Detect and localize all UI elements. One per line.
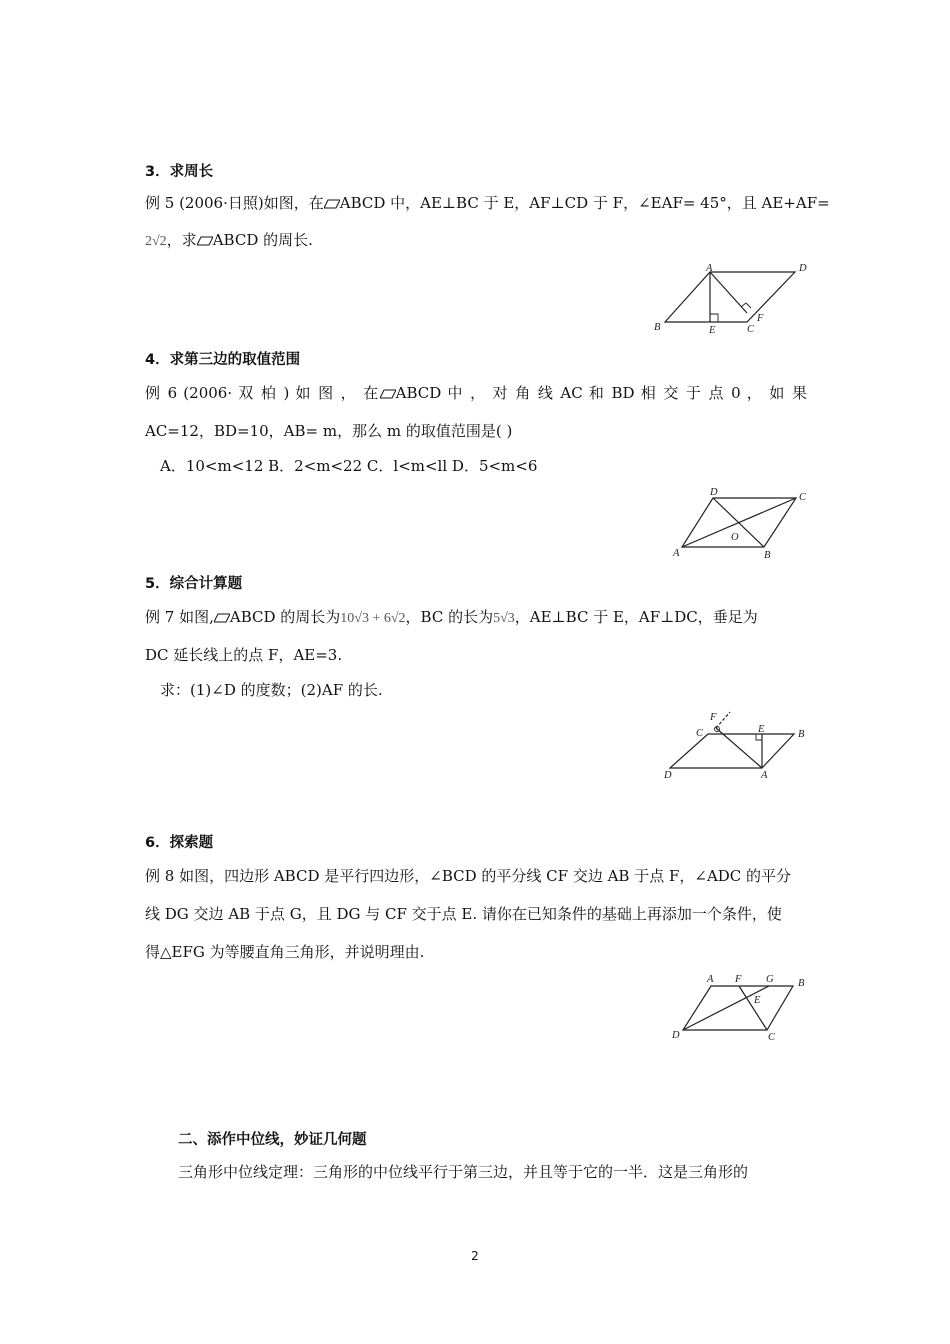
section-6-heading: 6．探索题 (145, 835, 214, 851)
example-5-line-1 (145, 193, 830, 213)
ex7-text-d: ，AE⊥BC 于 E，AF⊥DC，垂足为 (514, 608, 758, 626)
example-8-line-3: 得△EFG 为等腰直角三角形，并说明理由. (145, 943, 425, 961)
fig6-label-a: A (673, 548, 680, 559)
example-8-line-1: 例 8 如图，四边形 ABCD 是平行四边形，∠BCD 的平分线 CF 交边 AB 于点 F，∠ADC 的平分 (145, 867, 792, 885)
example-7-line-1 (145, 607, 758, 629)
fig5-label-c: C (747, 324, 755, 335)
ex7-text-b: ABCD 的周长为 (229, 608, 341, 626)
fig8-label-c: C (768, 1032, 776, 1043)
figure-ex5 (650, 260, 820, 340)
fig5-label-d: D (799, 263, 807, 274)
parallelogram-icon (214, 613, 230, 623)
page-number: 2 (471, 1249, 479, 1263)
ex6-text-b: ABCD 中 ， 对 角 线 AC 和 BD 相 交 于 点 0 ， 如 果 (395, 384, 807, 402)
example-6-line-2: AC=12，BD=10，AB= m，那么 m 的取值范围是( ) (145, 422, 513, 440)
part-2-heading: 二、添作中位线，妙证几何题 (178, 1132, 367, 1148)
example-7-line-2: DC 延长线上的点 F，AE=3. (145, 646, 343, 664)
figure-ex8 (665, 966, 825, 1046)
part-2-line-1: 三角形中位线定理：三角形的中位线平行于第三边，并且等于它的一半．这是三角形的 (178, 1163, 749, 1181)
fig6-label-o: O (731, 532, 739, 543)
ex5-text-b: ABCD 中，AE⊥BC 于 E，AF⊥CD 于 F，∠EAF= 45°，且 AE+AF= (339, 194, 830, 212)
parallelogram-icon (197, 236, 213, 246)
ex5-radical: 2√2 (145, 234, 167, 249)
parallelogram-icon (324, 199, 340, 209)
fig6-label-c: C (799, 492, 807, 503)
example-6-options: A．10<m<12 B．2<m<22 C．l<m<ll D．5<m<6 (160, 457, 538, 475)
fig5-label-b: B (654, 322, 661, 333)
fig6-label-b: B (764, 550, 771, 561)
fig7-label-b: B (798, 729, 805, 740)
fig7-label-f: F (710, 712, 717, 723)
example-6-line-1 (145, 383, 807, 403)
fig8-label-f: F (735, 974, 742, 985)
section-3-heading: 3．求周长 (145, 164, 214, 180)
example-5-line-2 (145, 230, 313, 252)
ex7-radical-1: 10√3 + 6√2 (340, 611, 406, 626)
ex5-text-d: ABCD 的周长. (212, 231, 313, 249)
example-7-line-3: 求：(1)∠D 的度数；(2)AF 的长. (160, 681, 383, 699)
ex6-text-a: 例 6 (2006· 双 柏 ) 如 图 ， 在 (145, 384, 380, 402)
fig5-label-e: E (709, 325, 716, 336)
example-8-line-2: 线 DG 交边 AB 于点 G，且 DG 与 CF 交于点 E. 请你在已知条件的基础上再添加一个条件，使 (145, 905, 782, 923)
fig7-label-d: D (664, 770, 672, 781)
ex7-radical-2: 5√3 (493, 611, 515, 626)
ex7-text-c: ，BC 的长为 (405, 608, 494, 626)
section-5-heading: 5．综合计算题 (145, 576, 243, 592)
fig8-label-g: G (766, 974, 774, 985)
figure-ex7 (660, 706, 820, 786)
parallelogram-icon (380, 389, 396, 399)
fig8-label-e: E (754, 995, 761, 1006)
fig8-label-d: D (672, 1030, 680, 1041)
ex7-text-a: 例 7 如图, (145, 608, 214, 626)
ex5-text-a: 例 5 (2006·日照)如图，在 (145, 194, 324, 212)
fig8-label-b: B (798, 978, 805, 989)
fig5-label-f: F (757, 313, 764, 324)
figure-ex6 (668, 482, 818, 562)
fig5-label-a: A (706, 263, 713, 274)
fig7-label-c: C (696, 728, 704, 739)
fig7-label-a: A (761, 770, 768, 781)
section-4-heading: 4．求第三边的取值范围 (145, 352, 301, 368)
fig6-label-d: D (710, 487, 718, 498)
ex5-text-c: ，求 (166, 231, 197, 249)
fig8-label-a: A (707, 974, 714, 985)
fig7-label-e: E (758, 724, 765, 735)
